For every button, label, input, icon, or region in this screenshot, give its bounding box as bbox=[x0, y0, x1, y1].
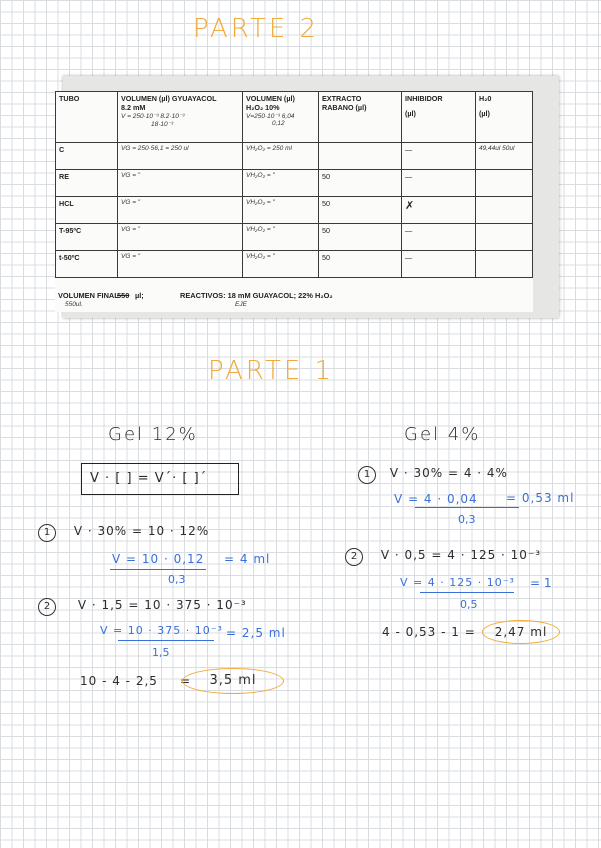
parte-2-title: PARTE 2 bbox=[193, 14, 320, 44]
header-h2o2-hw-2: 0,12 bbox=[272, 120, 285, 127]
gel12-step1-eq: V · 30% = 10 · 12% bbox=[73, 524, 210, 538]
gel4-step1-fraction-line bbox=[415, 507, 519, 508]
gel12-step1-num: V = 10 · 0,12 bbox=[112, 552, 205, 566]
gel4-step2-num: V = 4 · 125 · 10⁻³ bbox=[400, 576, 515, 589]
gel4-step1-den: 0,3 bbox=[458, 513, 476, 526]
gel12-step1-den: 0,3 bbox=[168, 573, 186, 586]
gel4-step1-result: = 0,53 ml bbox=[506, 491, 575, 505]
table-header-row bbox=[56, 92, 533, 143]
gel12-step2 bbox=[38, 598, 247, 616]
header-h2o-2: (µl) bbox=[479, 109, 490, 118]
step-number: 2 bbox=[345, 548, 363, 566]
footer-volumen-struck: 550 bbox=[117, 291, 130, 300]
header-h2o2 bbox=[243, 92, 319, 143]
gel-12-heading: Gel 12% bbox=[108, 424, 198, 445]
row-h2o: 49,44ul 50ul bbox=[476, 143, 533, 170]
step-number: 1 bbox=[38, 524, 56, 542]
table-footer bbox=[55, 287, 533, 311]
row-inhibidor: — bbox=[402, 170, 476, 197]
table-row bbox=[56, 143, 533, 170]
row-extracto bbox=[319, 143, 402, 170]
row-extracto: 50 bbox=[319, 224, 402, 251]
row-h2o bbox=[476, 197, 533, 224]
footer-hw-left: 550ul. bbox=[65, 301, 83, 308]
row-guayacol: VG = " bbox=[118, 251, 243, 278]
header-inhibidor-2: (µl) bbox=[405, 109, 416, 118]
row-h2o2: VH₂O₂ = 250 ml bbox=[243, 143, 319, 170]
gel4-step2-fraction-line bbox=[420, 592, 514, 593]
table-row bbox=[56, 224, 533, 251]
row-extracto: 50 bbox=[319, 197, 402, 224]
step-number: 1 bbox=[358, 466, 376, 484]
header-tubo bbox=[56, 92, 118, 143]
header-h2o2-1: VOLUMEN (µl) bbox=[246, 94, 295, 103]
row-inhibidor: — bbox=[402, 143, 476, 170]
gel4-step1-num: V = 4 · 0,04 bbox=[394, 492, 478, 506]
gel4-step1-eq: V · 30% = 4 · 4% bbox=[389, 466, 508, 480]
step-number: 2 bbox=[38, 598, 56, 616]
row-extracto: 50 bbox=[319, 251, 402, 278]
row-h2o bbox=[476, 170, 533, 197]
row-extracto: 50 bbox=[319, 170, 402, 197]
row-inhibidor: ✗ bbox=[402, 197, 476, 224]
header-h2o bbox=[476, 92, 533, 143]
reagent-table bbox=[55, 91, 533, 278]
row-h2o2: VH₂O₂ = " bbox=[243, 251, 319, 278]
header-h2o2-2: H₂O₂ 10% bbox=[246, 103, 280, 112]
gel4-step2-den: 0,5 bbox=[460, 598, 478, 611]
footer-reactivos: REACTIVOS: 18 mM GUAYACOL; 22% H₂O₂ bbox=[180, 291, 333, 300]
header-guayacol-1: VOLUMEN (µl) GYUAYACOL bbox=[121, 94, 217, 103]
header-guayacol-hw-1: V = 250·10⁻³ 8.2·10⁻³ bbox=[121, 113, 185, 120]
header-extracto-2: RABANO (µl) bbox=[322, 103, 367, 112]
table-row bbox=[56, 197, 533, 224]
row-guayacol: VG = " bbox=[118, 224, 243, 251]
gel12-total-expr: 10 - 4 - 2,5 bbox=[80, 674, 158, 688]
row-h2o2: VH₂O₂ = " bbox=[243, 170, 319, 197]
table-sheet bbox=[55, 91, 533, 312]
header-h2o-1: H₂0 bbox=[479, 94, 492, 103]
header-h2o2-hw-1: V=250·10⁻³ 6,04 bbox=[246, 113, 295, 120]
table-photo bbox=[58, 76, 559, 318]
row-tubo: C bbox=[56, 143, 118, 170]
header-guayacol-hw-2: 18·10⁻³ bbox=[151, 121, 174, 128]
gel12-step2-eq: V · 1,5 = 10 · 375 · 10⁻³ bbox=[77, 598, 247, 612]
gel12-step1 bbox=[38, 524, 209, 542]
header-extracto bbox=[319, 92, 402, 143]
gel12-step1-fraction-line bbox=[110, 569, 206, 570]
gel4-step2 bbox=[345, 548, 541, 566]
row-h2o bbox=[476, 224, 533, 251]
gel4-total-expr: 4 - 0,53 - 1 = bbox=[382, 625, 476, 639]
table-row bbox=[56, 251, 533, 278]
gel12-step2-den: 1,5 bbox=[152, 646, 170, 659]
gel12-step2-result: = 2,5 ml bbox=[226, 626, 286, 640]
dilution-formula: V · [ ] = V´· [ ]´ bbox=[90, 471, 208, 486]
row-tubo: RE bbox=[56, 170, 118, 197]
row-tubo: t-50ºC bbox=[56, 251, 118, 278]
row-h2o bbox=[476, 251, 533, 278]
gel4-total-result: 2,47 ml bbox=[482, 620, 560, 644]
gel4-step2-result: = 1 bbox=[530, 576, 552, 590]
header-inhibidor-1: INHIBIDOR bbox=[405, 94, 443, 103]
table-row bbox=[56, 170, 533, 197]
gel-4-heading: Gel 4% bbox=[404, 424, 481, 445]
gel12-total-result: 3,5 ml bbox=[182, 668, 284, 694]
header-tubo-text: TUBO bbox=[59, 94, 80, 103]
row-guayacol: VG = " bbox=[118, 197, 243, 224]
footer-volumen-unit: µl; bbox=[135, 291, 144, 300]
header-extracto-1: EXTRACTO bbox=[322, 94, 362, 103]
row-h2o2: VH₂O₂ = " bbox=[243, 224, 319, 251]
row-guayacol: VG = " bbox=[118, 170, 243, 197]
row-inhibidor: — bbox=[402, 251, 476, 278]
parte-1-title: PARTE 1 bbox=[208, 356, 335, 386]
dilution-formula-box bbox=[81, 463, 239, 495]
row-h2o2: VH₂O₂ = " bbox=[243, 197, 319, 224]
header-guayacol-2: 8.2 mM bbox=[121, 103, 146, 112]
row-inhibidor: — bbox=[402, 224, 476, 251]
gel12-step2-num: V = 10 · 375 · 10⁻³ bbox=[100, 624, 223, 637]
gel12-step2-fraction-line bbox=[118, 640, 214, 641]
footer-volumen-label: VOLUMEN FINAL bbox=[58, 291, 119, 300]
header-inhibidor bbox=[402, 92, 476, 143]
gel12-total-eq: = bbox=[180, 674, 191, 688]
gel12-step1-result: = 4 ml bbox=[224, 552, 271, 566]
header-guayacol bbox=[118, 92, 243, 143]
row-tubo: T-95ºC bbox=[56, 224, 118, 251]
gel4-step1 bbox=[358, 466, 508, 484]
row-tubo: HCL bbox=[56, 197, 118, 224]
row-guayacol: VG = 250·56,1 = 250 ul bbox=[118, 143, 243, 170]
gel4-step2-eq: V · 0,5 = 4 · 125 · 10⁻³ bbox=[380, 548, 542, 562]
footer-hw-mid: EJE bbox=[235, 301, 247, 308]
